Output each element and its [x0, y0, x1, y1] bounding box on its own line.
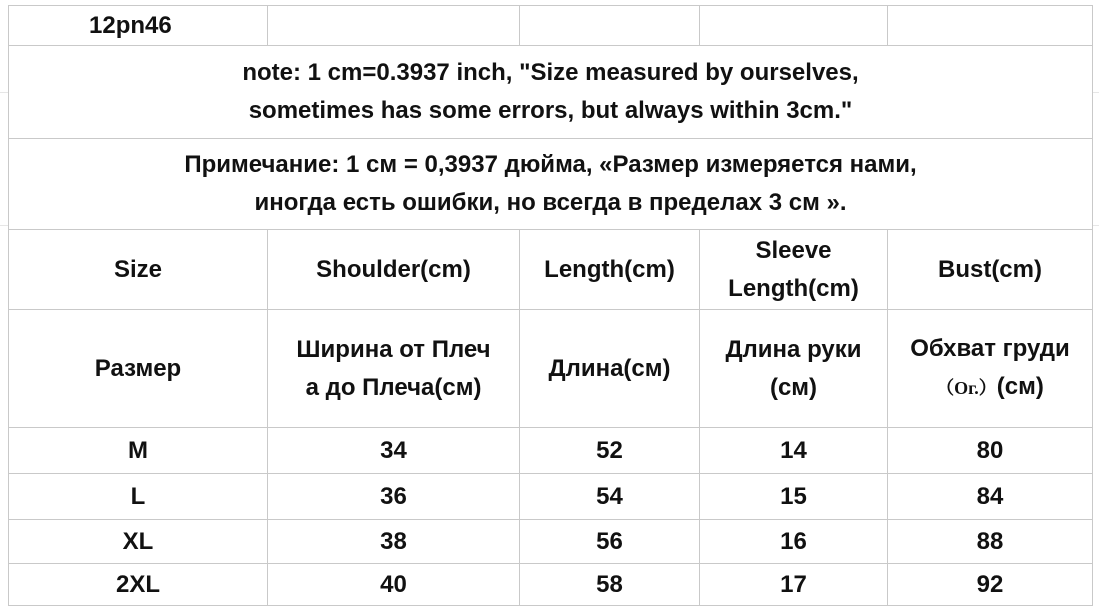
header-ru-bust-line-1: Обхват груди — [910, 335, 1070, 362]
header-ru-shoulder — [268, 310, 520, 428]
cell-shoulder: 34 — [268, 428, 520, 474]
cell-sleeve: 14 — [700, 428, 888, 474]
table-row — [9, 564, 1093, 606]
header-ru-sleeve-line-2: (см) — [769, 373, 818, 401]
note-ru-row — [9, 139, 1093, 230]
cell-length: 52 — [520, 428, 700, 474]
header-ru-bust-abbrev: （Ог.） — [936, 378, 997, 398]
header-ru-bust-unit: (см) — [996, 373, 1044, 400]
cell-sleeve: 16 — [700, 520, 888, 564]
cell-size: 2XL — [9, 564, 268, 606]
cell-bust: 92 — [888, 564, 1093, 606]
note-en-line-2: sometimes has some errors, but always within 3cm." — [248, 97, 853, 124]
cell-sleeve: 17 — [700, 564, 888, 606]
cell-size: L — [9, 474, 268, 520]
note-english — [9, 46, 1093, 139]
cell-shoulder: 40 — [268, 564, 520, 606]
empty-cell — [700, 6, 888, 46]
header-ru-shoulder-line-2: а до Плеча(см) — [305, 373, 482, 401]
product-code: 12pn46 — [9, 6, 268, 46]
note-en-line-1: note: 1 cm=0.3937 inch, "Size measured by ourselves, — [242, 59, 859, 86]
note-russian — [9, 139, 1093, 230]
header-ru-bust — [888, 310, 1093, 428]
header-size: Size — [9, 230, 268, 310]
header-en-row — [9, 230, 1093, 310]
header-ru-length: Длина(см) — [520, 310, 700, 428]
table-row — [9, 428, 1093, 474]
size-chart-table — [8, 5, 1093, 606]
header-ru-size: Размер — [9, 310, 268, 428]
empty-cell — [520, 6, 700, 46]
header-ru-bust-line-2 — [888, 368, 1092, 407]
cell-length: 58 — [520, 564, 700, 606]
cell-size: XL — [9, 520, 268, 564]
cell-shoulder: 36 — [268, 474, 520, 520]
header-shoulder: Shoulder(cm) — [268, 230, 520, 310]
empty-cell — [268, 6, 520, 46]
header-ru-row — [9, 310, 1093, 428]
header-sleeve-line-1: Sleeve — [755, 236, 832, 264]
header-bust: Bust(cm) — [888, 230, 1093, 310]
cell-bust: 80 — [888, 428, 1093, 474]
note-ru-line-1: Примечание: 1 см = 0,3937 дюйма, «Размер измеряется нами, — [184, 151, 917, 178]
header-length: Length(cm) — [520, 230, 700, 310]
cell-bust: 88 — [888, 520, 1093, 564]
code-row — [9, 6, 1093, 46]
cell-shoulder: 38 — [268, 520, 520, 564]
empty-cell — [888, 6, 1093, 46]
header-ru-sleeve-line-1: Длина руки — [725, 335, 862, 363]
cell-size: M — [9, 428, 268, 474]
cell-sleeve: 15 — [700, 474, 888, 520]
header-ru-shoulder-line-1: Ширина от Плеч — [296, 335, 491, 363]
note-ru-line-2: иногда есть ошибки, но всегда в пределах 3 см ». — [254, 189, 847, 216]
cell-length: 56 — [520, 520, 700, 564]
header-ru-sleeve — [700, 310, 888, 428]
table-row — [9, 474, 1093, 520]
note-en-row — [9, 46, 1093, 139]
cell-bust: 84 — [888, 474, 1093, 520]
table-row — [9, 520, 1093, 564]
cell-length: 54 — [520, 474, 700, 520]
header-sleeve-line-2: Length(cm) — [728, 274, 859, 302]
header-sleeve — [700, 230, 888, 310]
